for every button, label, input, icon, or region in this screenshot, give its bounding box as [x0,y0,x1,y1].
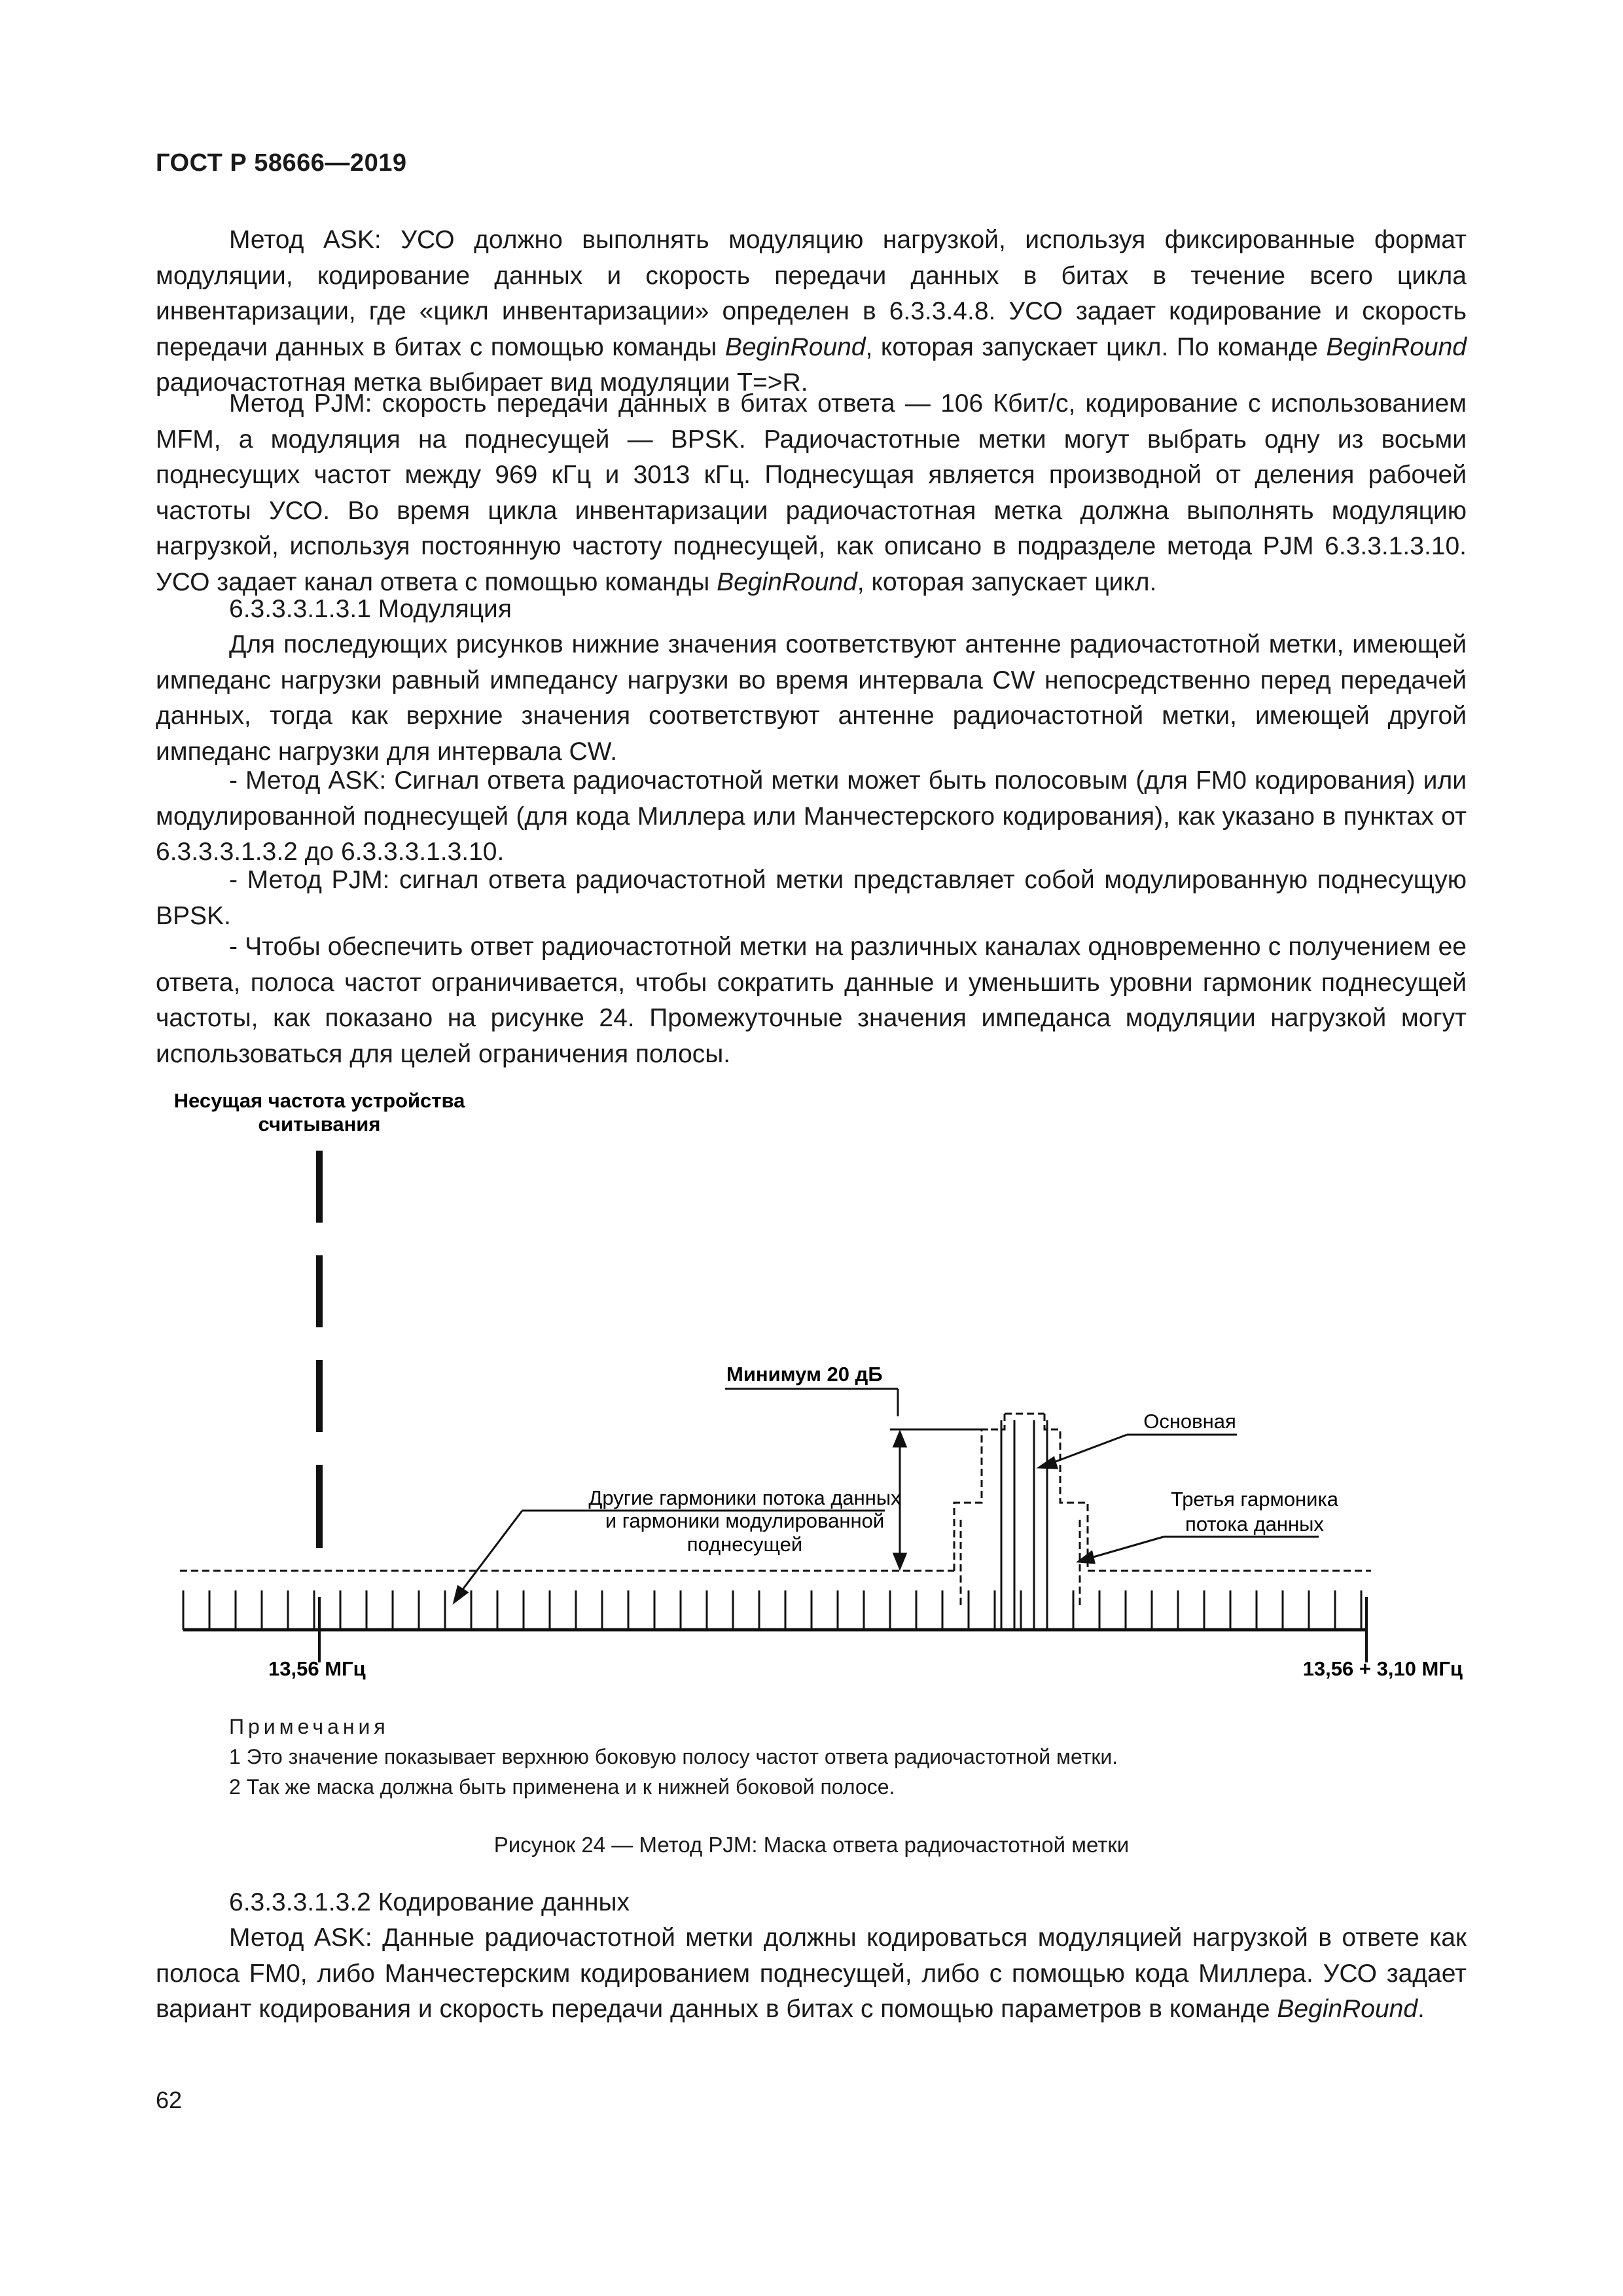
third-harmonic-label-1: Третья гармоника [1171,1488,1338,1511]
other-harmonics-label-1: Другие гармоники потока данных [588,1486,901,1509]
paragraph-ask-signal: - Метод ASK: Сигнал ответа радиочастотной метки может быть полосовым (для FM0 кодирования) или модулированной поднесущей (для кода Миллера или Манчестерского кодирования), как указано в пунктах от 6.3.3.3.1.3.2 до 6.3.3.3.1.3.10. [156,766,1467,866]
main-lobe [1001,1420,1047,1628]
axis-start-label: 13,56 МГц [268,1657,366,1680]
carrier-label-line2: считывания [258,1113,381,1136]
figure-caption: Рисунок 24 — Метод PJM: Маска ответа радиочастотной метки [493,1833,1130,1857]
figure-response-mask [0,1073,1623,1715]
paragraph-coding: Метод ASK: Данные радиочастотной метки должны кодироваться модуляцией нагрузкой в ответе как полоса FM0, либо Манчестерским кодированием поднесущей, либо с помощью кода Миллера. УСО задает вариант кодирования и скорость передачи данных в битах с помощью параметров в команде BeginRound. [156,1924,1467,2023]
notes-block [229,1712,1118,1802]
mask-steps [954,1414,1088,1607]
paragraph-pjm-signal: - Метод PJM: сигнал ответа радиочастотной метки представляет собой модулированную поднесущую BPSK. [156,866,1467,930]
section-heading-modulation: 6.3.3.3.1.3.1 Модуляция [229,595,512,623]
figure-svg [0,1073,1623,1715]
paragraph-ask-method: Метод ASK: УСО должно выполнять модуляцию нагрузкой, используя фиксированные формат модуляции, кодирование данных и скорость передачи данных в битах в течение всего цикла инвентаризации, где «цикл инвентаризации» определен в 6.3.3.4.8. УСО задает кодирование и скорость передачи данных в битах с помощью команды BeginRound, которая запускает цикл. По команде BeginRound радиочастотная метка выбирает вид модуляции T=>R. [156,226,1467,397]
notes-title: Примечания [229,1715,389,1738]
main-label: Основная [1143,1410,1236,1433]
third-harmonic-arrow [1079,1537,1319,1563]
axis-end-label: 13,56 + 3,10 МГц [1302,1657,1463,1680]
section-heading-coding: 6.3.3.3.1.3.2 Кодирование данных [229,1888,630,1916]
paragraph-pjm-method: Метод PJM: скорость передачи данных в битах ответа — 106 Кбит/с, кодирование с использованием MFM, а модуляция на поднесущей — BPSK. Радиочастотные метки могут выбрать одну из восьми поднесущих частот между 969 кГц и 3013 кГц. Поднесущая является производной от деления рабочей частоты УСО. Во время цикла инвентаризации радиочастотная метка должна выполнять модуляцию нагрузкой, используя постоянную частоту поднесущей, как описано в подразделе метода PJM 6.3.3.1.3.10. УСО задает канал ответа с помощью команды BeginRound, которая запускает цикл. [156,389,1467,596]
main-arrow [1039,1435,1237,1468]
paragraph-impedance: Для последующих рисунков нижние значения соответствуют антенне радиочастотной метки, имеющей импеданс нагрузки равный импедансу нагрузки во время интервала CW непосредственно перед передачей данных, тогда как верхние значения соответствуют антенне радиочастотной метки, имеющей другой импеданс нагрузки для интервала CW. [156,630,1467,766]
other-harmonics-label-2: и гармоники модулированной [605,1509,885,1532]
min-20db-label: Минимум 20 дБ [726,1363,883,1386]
note-2: 2 Так же маска должна быть применена и к нижней боковой полосе. [229,1775,895,1799]
document-header: ГОСТ Р 58666—2019 [156,149,407,177]
third-harmonic-label-2: потока данных [1185,1513,1324,1535]
note-1: 1 Это значение показывает верхнюю боковую полосу частот ответа радиочастотной метки. [229,1745,1118,1768]
carrier-label-line1: Несущая частота устройства [173,1089,465,1112]
paragraph-band-limit: - Чтобы обеспечить ответ радиочастотной метки на различных каналах одновременно с получением ее ответа, полоса частот ограничивается, чтобы сократить данные и уменьшить уровни гармоник поднесущей частоты, как показано на рисунке 24. Промежуточные значения импеданса модуляции нагрузкой могут использоваться для целей ограничения полосы. [156,933,1467,1068]
axis-ticks [183,1590,1361,1630]
other-harmonics-label-3: поднесущей [687,1533,803,1556]
page-number: 62 [156,2087,183,2113]
